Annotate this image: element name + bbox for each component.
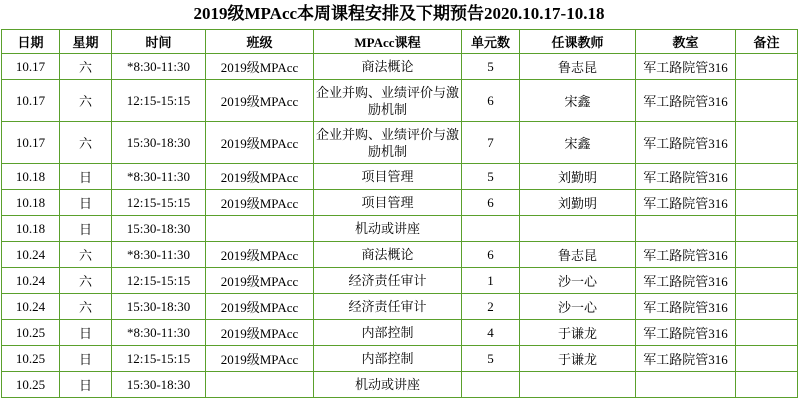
table-row bbox=[2, 346, 798, 372]
cell-date: 10.24 bbox=[2, 268, 60, 294]
cell-units: 5 bbox=[462, 346, 520, 372]
cell-course: 企业并购、业绩评价与激励机制 bbox=[314, 122, 462, 164]
column-header-weekday: 星期 bbox=[60, 30, 112, 54]
cell-class: 2019级MPAcc bbox=[206, 320, 314, 346]
cell-units: 5 bbox=[462, 54, 520, 80]
cell-units bbox=[462, 216, 520, 242]
cell-teacher: 鲁志昆 bbox=[520, 242, 636, 268]
table-row bbox=[2, 294, 798, 320]
cell-date: 10.17 bbox=[2, 54, 60, 80]
cell-weekday: 六 bbox=[60, 294, 112, 320]
cell-units: 6 bbox=[462, 190, 520, 216]
cell-weekday: 六 bbox=[60, 54, 112, 80]
cell-teacher: 沙一心 bbox=[520, 294, 636, 320]
cell-note bbox=[736, 346, 798, 372]
cell-time: 12:15-15:15 bbox=[112, 80, 206, 122]
cell-weekday: 日 bbox=[60, 320, 112, 346]
column-header-time: 时间 bbox=[112, 30, 206, 54]
cell-date: 10.25 bbox=[2, 346, 60, 372]
cell-date: 10.17 bbox=[2, 80, 60, 122]
cell-units: 7 bbox=[462, 122, 520, 164]
cell-date: 10.18 bbox=[2, 164, 60, 190]
table-header bbox=[2, 30, 798, 54]
cell-course: 内部控制 bbox=[314, 346, 462, 372]
cell-room: 军工路院管316 bbox=[636, 164, 736, 190]
column-header-course: MPAcc课程 bbox=[314, 30, 462, 54]
column-header-room: 教室 bbox=[636, 30, 736, 54]
table-row bbox=[2, 268, 798, 294]
cell-weekday: 六 bbox=[60, 122, 112, 164]
cell-time: 15:30-18:30 bbox=[112, 294, 206, 320]
cell-weekday: 日 bbox=[60, 164, 112, 190]
cell-class: 2019级MPAcc bbox=[206, 346, 314, 372]
cell-course: 企业并购、业绩评价与激励机制 bbox=[314, 80, 462, 122]
cell-note bbox=[736, 190, 798, 216]
cell-course: 机动或讲座 bbox=[314, 372, 462, 398]
cell-date: 10.25 bbox=[2, 320, 60, 346]
table-row bbox=[2, 164, 798, 190]
cell-room: 军工路院管316 bbox=[636, 242, 736, 268]
cell-course: 商法概论 bbox=[314, 242, 462, 268]
cell-course: 经济责任审计 bbox=[314, 294, 462, 320]
cell-teacher: 沙一心 bbox=[520, 268, 636, 294]
cell-weekday: 日 bbox=[60, 346, 112, 372]
course-schedule-table bbox=[1, 29, 798, 398]
cell-room: 军工路院管316 bbox=[636, 294, 736, 320]
cell-time: *8:30-11:30 bbox=[112, 320, 206, 346]
table-row bbox=[2, 54, 798, 80]
cell-course: 内部控制 bbox=[314, 320, 462, 346]
cell-time: 15:30-18:30 bbox=[112, 372, 206, 398]
cell-class bbox=[206, 372, 314, 398]
cell-teacher bbox=[520, 372, 636, 398]
table-row bbox=[2, 372, 798, 398]
cell-class: 2019级MPAcc bbox=[206, 190, 314, 216]
cell-room bbox=[636, 216, 736, 242]
cell-class: 2019级MPAcc bbox=[206, 122, 314, 164]
cell-units: 6 bbox=[462, 242, 520, 268]
cell-room bbox=[636, 372, 736, 398]
cell-class: 2019级MPAcc bbox=[206, 242, 314, 268]
table-header-row bbox=[2, 30, 798, 54]
cell-units: 1 bbox=[462, 268, 520, 294]
cell-teacher: 鲁志昆 bbox=[520, 54, 636, 80]
cell-room: 军工路院管316 bbox=[636, 54, 736, 80]
column-header-teacher: 任课教师 bbox=[520, 30, 636, 54]
table-row bbox=[2, 80, 798, 122]
cell-course: 项目管理 bbox=[314, 190, 462, 216]
cell-time: *8:30-11:30 bbox=[112, 54, 206, 80]
cell-room: 军工路院管316 bbox=[636, 122, 736, 164]
cell-class: 2019级MPAcc bbox=[206, 80, 314, 122]
cell-teacher: 于谦龙 bbox=[520, 320, 636, 346]
cell-course: 经济责任审计 bbox=[314, 268, 462, 294]
page-title: 2019级MPAcc本周课程安排及下期预告2020.10.17-10.18 bbox=[193, 4, 605, 23]
cell-course: 机动或讲座 bbox=[314, 216, 462, 242]
table-row bbox=[2, 190, 798, 216]
cell-note bbox=[736, 122, 798, 164]
cell-time: 15:30-18:30 bbox=[112, 216, 206, 242]
cell-date: 10.25 bbox=[2, 372, 60, 398]
table-body bbox=[2, 54, 798, 398]
cell-room: 军工路院管316 bbox=[636, 80, 736, 122]
table-row bbox=[2, 216, 798, 242]
column-header-date: 日期 bbox=[2, 30, 60, 54]
cell-date: 10.18 bbox=[2, 216, 60, 242]
cell-units: 2 bbox=[462, 294, 520, 320]
cell-time: 12:15-15:15 bbox=[112, 346, 206, 372]
cell-units bbox=[462, 372, 520, 398]
cell-units: 5 bbox=[462, 164, 520, 190]
cell-note bbox=[736, 80, 798, 122]
table-row bbox=[2, 242, 798, 268]
cell-weekday: 日 bbox=[60, 372, 112, 398]
table-row bbox=[2, 320, 798, 346]
cell-room: 军工路院管316 bbox=[636, 190, 736, 216]
cell-course: 商法概论 bbox=[314, 54, 462, 80]
cell-teacher: 宋鑫 bbox=[520, 80, 636, 122]
cell-time: 12:15-15:15 bbox=[112, 268, 206, 294]
cell-time: *8:30-11:30 bbox=[112, 164, 206, 190]
cell-time: 12:15-15:15 bbox=[112, 190, 206, 216]
cell-date: 10.24 bbox=[2, 294, 60, 320]
cell-note bbox=[736, 164, 798, 190]
column-header-class: 班级 bbox=[206, 30, 314, 54]
cell-note bbox=[736, 372, 798, 398]
cell-teacher: 刘勤明 bbox=[520, 190, 636, 216]
cell-teacher bbox=[520, 216, 636, 242]
cell-room: 军工路院管316 bbox=[636, 268, 736, 294]
cell-units: 4 bbox=[462, 320, 520, 346]
table-row bbox=[2, 122, 798, 164]
cell-teacher: 刘勤明 bbox=[520, 164, 636, 190]
cell-weekday: 六 bbox=[60, 80, 112, 122]
cell-date: 10.18 bbox=[2, 190, 60, 216]
cell-class: 2019级MPAcc bbox=[206, 54, 314, 80]
cell-time: *8:30-11:30 bbox=[112, 242, 206, 268]
cell-note bbox=[736, 242, 798, 268]
cell-note bbox=[736, 294, 798, 320]
cell-weekday: 六 bbox=[60, 242, 112, 268]
cell-note bbox=[736, 216, 798, 242]
cell-teacher: 于谦龙 bbox=[520, 346, 636, 372]
cell-class bbox=[206, 216, 314, 242]
cell-note bbox=[736, 268, 798, 294]
cell-course: 项目管理 bbox=[314, 164, 462, 190]
cell-date: 10.24 bbox=[2, 242, 60, 268]
column-header-note: 备注 bbox=[736, 30, 798, 54]
cell-weekday: 日 bbox=[60, 190, 112, 216]
cell-class: 2019级MPAcc bbox=[206, 294, 314, 320]
cell-date: 10.17 bbox=[2, 122, 60, 164]
cell-class: 2019级MPAcc bbox=[206, 268, 314, 294]
cell-note bbox=[736, 54, 798, 80]
cell-time: 15:30-18:30 bbox=[112, 122, 206, 164]
cell-units: 6 bbox=[462, 80, 520, 122]
cell-weekday: 六 bbox=[60, 268, 112, 294]
cell-weekday: 日 bbox=[60, 216, 112, 242]
cell-room: 军工路院管316 bbox=[636, 346, 736, 372]
cell-note bbox=[736, 320, 798, 346]
cell-room: 军工路院管316 bbox=[636, 320, 736, 346]
column-header-units: 单元数 bbox=[462, 30, 520, 54]
cell-teacher: 宋鑫 bbox=[520, 122, 636, 164]
cell-class: 2019级MPAcc bbox=[206, 164, 314, 190]
